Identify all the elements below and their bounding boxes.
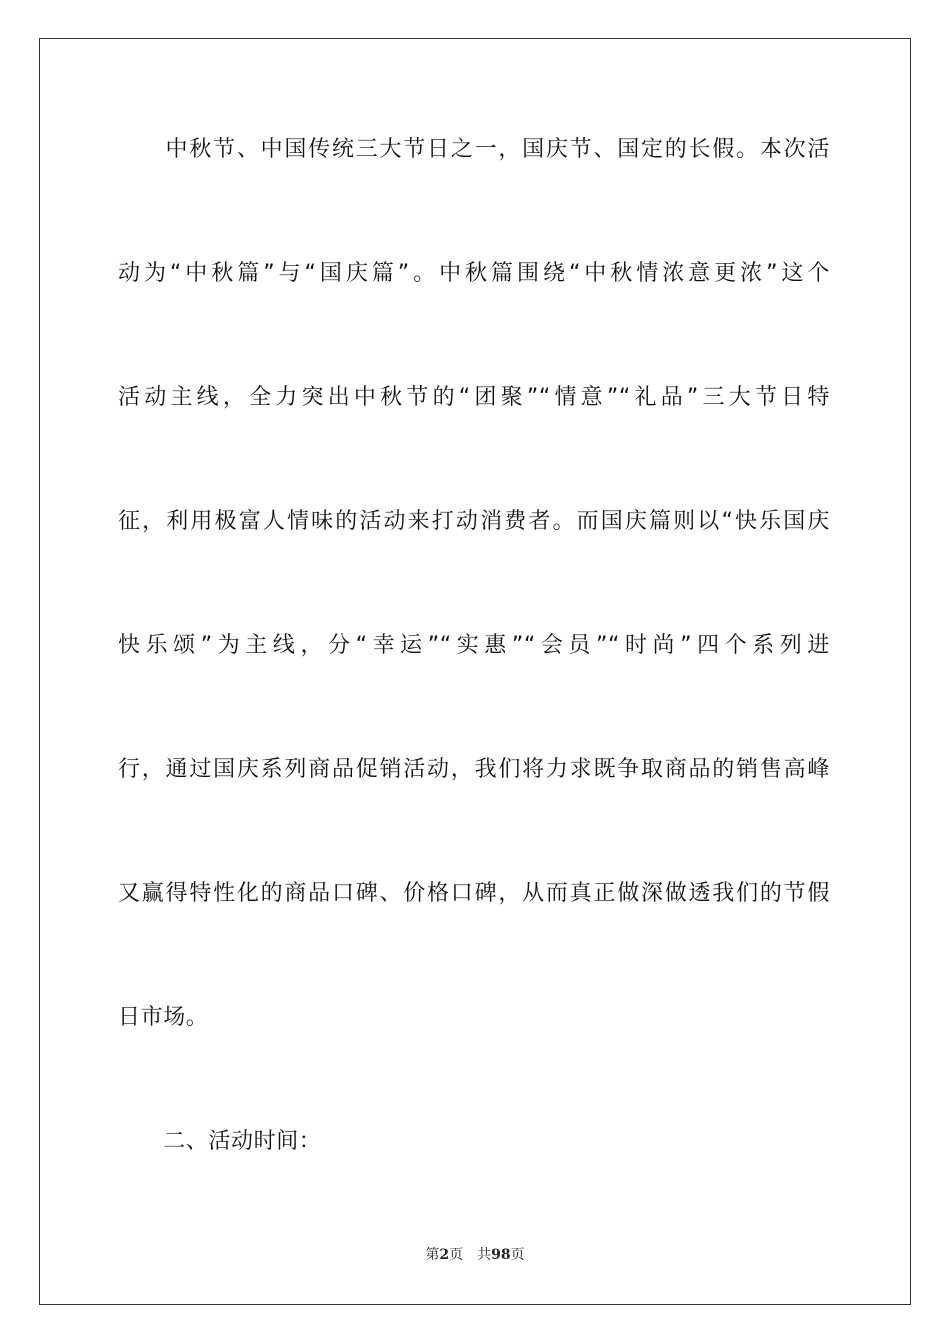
paragraph-line-6: 行，通过国庆系列商品促销活动，我们将力求既争取商品的销售高峰: [118, 757, 830, 782]
page-suffix: 页: [449, 1247, 464, 1263]
total-pages: 98: [491, 1247, 511, 1263]
page-number: 2: [439, 1247, 450, 1263]
paragraph-line-2: 动为“中秋篇”与“国庆篇”。中秋篇围绕“中秋情浓意更浓”这个: [118, 261, 830, 286]
paragraph-line-5: 快乐颂”为主线，分“幸运”“实惠”“会员”“时尚”四个系列进: [118, 633, 830, 658]
paragraph-line-7: 又赢得特性化的商品口碑、价格口碑，从而真正做深做透我们的节假: [118, 881, 830, 906]
section-heading: 二、活动时间：: [118, 1129, 322, 1154]
paragraph-line-4: 征，利用极富人情味的活动来打动消费者。而国庆篇则以“快乐国庆: [118, 509, 830, 534]
paragraph-line-1: 中秋节、中国传统三大节日之一，国庆节、国定的长假。本次活: [118, 137, 830, 162]
total-prefix: 共: [477, 1247, 492, 1263]
page-footer: [0, 1246, 950, 1264]
paragraph-line-8: 日市场。: [118, 1005, 209, 1030]
page-prefix: 第: [425, 1247, 440, 1263]
page-frame: [39, 38, 911, 1305]
total-suffix: 页: [510, 1247, 525, 1263]
paragraph-line-3: 活动主线，全力突出中秋节的“团聚”“情意”“礼品”三大节日特: [118, 385, 830, 410]
